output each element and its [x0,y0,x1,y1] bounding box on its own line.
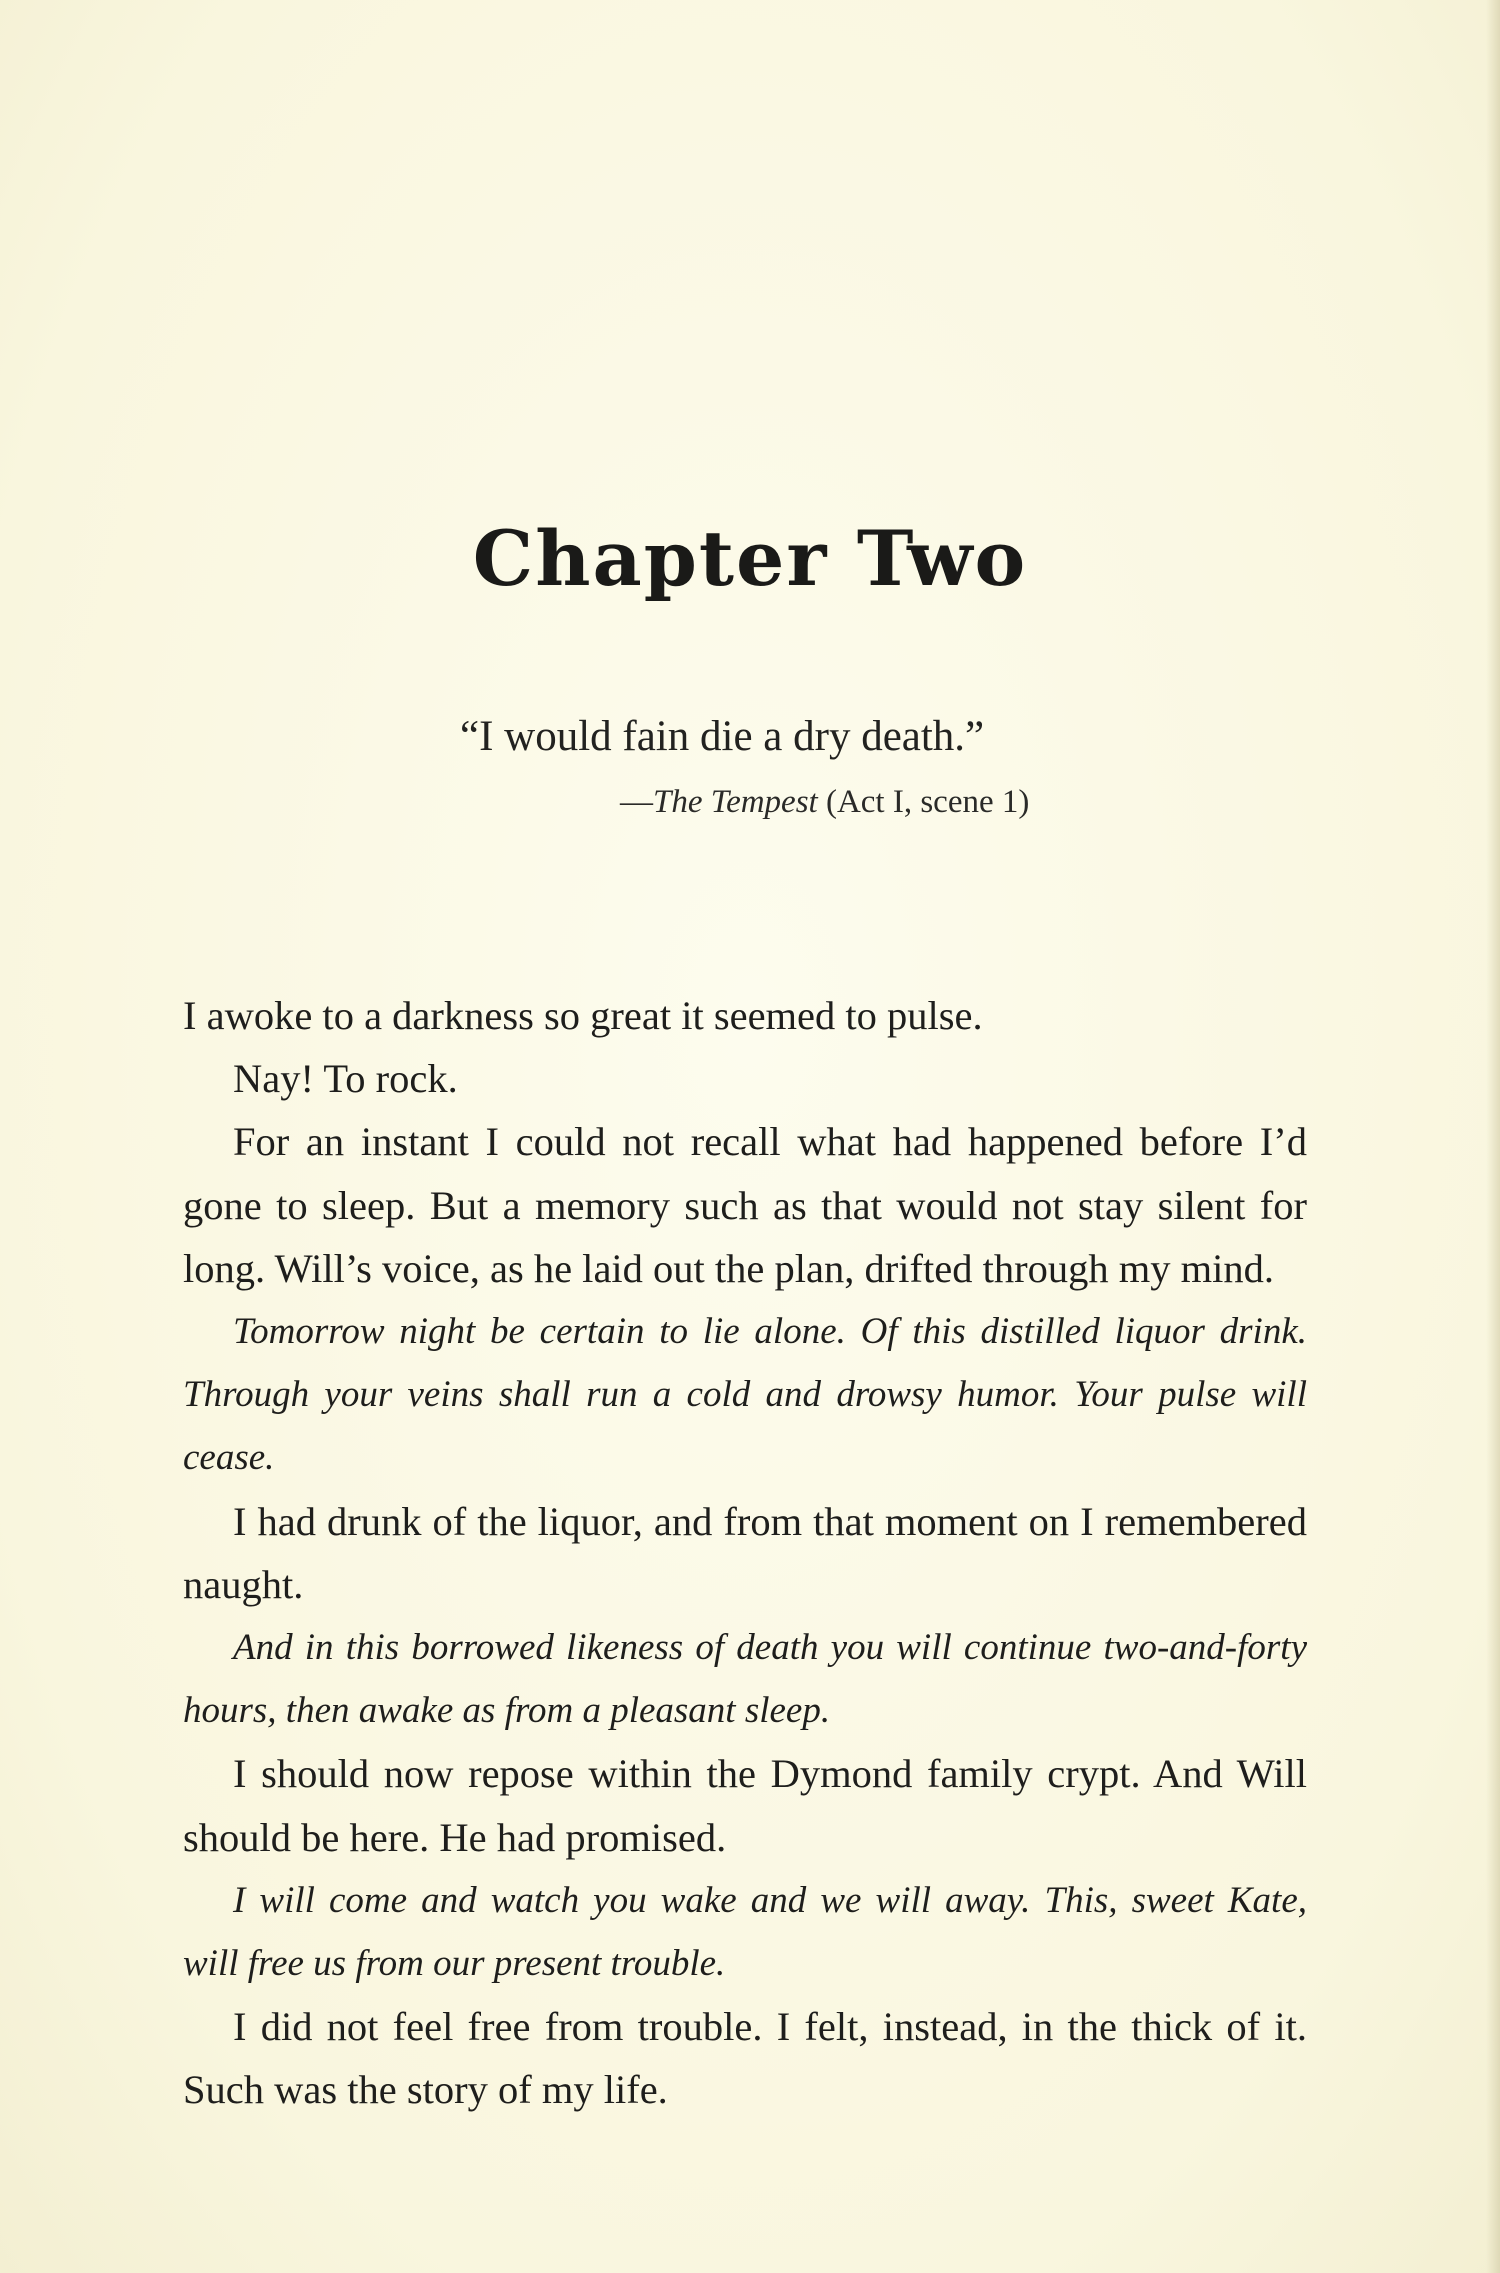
chapter-body [183,984,1307,2122]
page-edge-shadow [1486,0,1500,2273]
epigraph-attribution [620,784,1029,821]
paragraph-3: For an instant I could not recall what had happened before I’d gone to sleep. But a memory such as that would not stay silent for long. Will’s voice, as he laid out the plan, drifted through my mind. [183,1119,1307,1291]
attribution-dash: — [620,784,653,820]
paragraph-1: I awoke to a darkness so great it seemed to pulse. [183,993,983,1038]
paragraph-2: Nay! To rock. [233,1056,458,1102]
paragraph-7: I should now repose within the Dymond family crypt. And Will should be here. He had promised. [183,1751,1307,1860]
paragraph-4-italic: Tomorrow night be certain to lie alone. Of this distilled liquor drink. Through your veins shall run a cold and drowsy humor. Your pulse will cease. [183,1311,1307,1479]
paragraph-6-italic: And in this borrowed likeness of death you will continue two-and-forty hours, then awake as from a pleasant sleep. [183,1627,1307,1732]
epigraph-quote: “I would fain die a dry death.” [460,713,985,760]
attribution-citation: (Act I, scene 1) [817,784,1030,820]
attribution-work-title: The Tempest [653,784,818,820]
chapter-title: Chapter Two [472,514,1028,603]
paragraph-8-italic: I will come and watch you wake and we will away. This, sweet Kate, will free us from our present trouble. [183,1879,1307,1985]
paragraph-5: I had drunk of the liquor, and from that moment on I remembered naught. [183,1498,1307,1607]
paragraph-9: I did not feel free from trouble. I felt, instead, in the thick of it. Such was the story of my life. [183,2004,1307,2113]
